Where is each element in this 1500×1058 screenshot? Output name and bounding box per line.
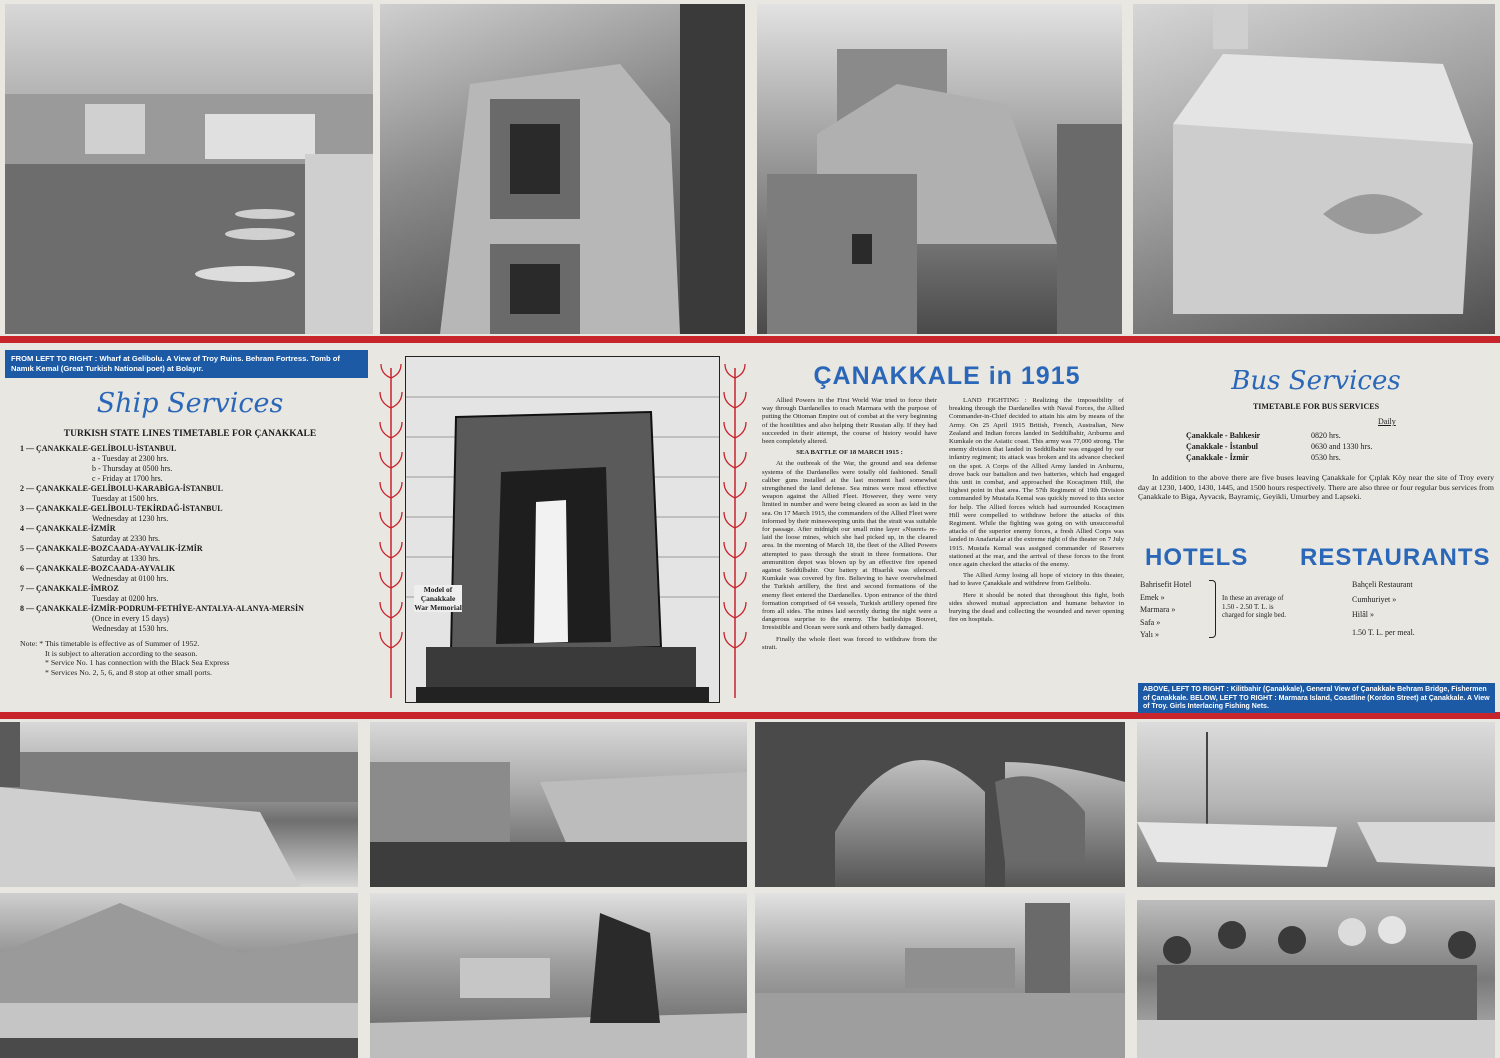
hotel-item: Bahrisefit Hotel xyxy=(1140,580,1192,589)
ship-route-list xyxy=(20,444,360,634)
ship-route-time: b - Thursday at 0500 hrs. xyxy=(92,464,173,473)
bus-route: Çanakkale - İstanbul xyxy=(1186,442,1259,451)
ship-route-name: 2 — ÇANAKKALE-GELİBOLU-KARABİGA-İSTANBUL xyxy=(20,484,223,493)
top-photo-caption xyxy=(5,350,368,378)
hotel-item: Emek » xyxy=(1140,592,1165,602)
tomb-photo xyxy=(1133,4,1495,334)
ship-route-time: Tuesday at 1500 hrs. xyxy=(92,494,159,503)
ship-note-line: It is subject to alteration according to the season. xyxy=(45,648,198,658)
wharf-photo xyxy=(5,4,373,334)
bus-services-subtitle: TIMETABLE FOR BUS SERVICES xyxy=(1252,402,1380,411)
ship-route-time: a - Tuesday at 2300 hrs. xyxy=(92,454,169,463)
bus-note: In addition to the above there are five buses leaving Çanakkale for Çıplak Köy near the site of Troy every day at 1230, 1400, 1430, 1445, and 1500 hours respectively. There are also three or four regular bus services from Çanakkale to Biga, Ayvacık, Bayramiç, Geyikli, Umurbey and Lapseki. xyxy=(1138,473,1494,501)
right-caption-text: ABOVE, LEFT TO RIGHT : Kilitbahir (Çanakkale), General View of Çanakkale Behram Bridge, Fishermen of Çanakkale. BELOW, LEFT TO RIGHT : Marmara Island, Coastline (Kordon Street) at Çanakkale. A View of Troy. Girls Interlacing Fishing Nets. xyxy=(1143,686,1490,710)
ship-note-line: Note: * This timetable is effective as of Summer of 1952. xyxy=(20,639,200,648)
troy-view-photo xyxy=(755,893,1125,1058)
hotel-price-note: In these an average of 1.50 - 2.50 T. L. is charged for single bed. xyxy=(1222,594,1287,619)
bridge-photo xyxy=(755,722,1125,887)
wheat-ornament-left xyxy=(378,358,404,698)
canakkale-view-photo xyxy=(370,722,747,887)
ship-route-name: 8 — ÇANAKKALE-İZMİR-PODRUM-FETHİYE-ANTALYA-ALANYA-MERSİN xyxy=(20,604,304,613)
ship-route-item xyxy=(20,504,360,524)
canakkale-paragraph: The Allied Army losing all hope of victory in this theater, had to leave Çanakkale and withdrew from Gelibolu. xyxy=(949,572,1124,588)
restaurant-item: Cumhuriyet » xyxy=(1352,595,1397,604)
ship-route-name: 6 — ÇANAKKALE-BOZCAADA-AYVALIK xyxy=(20,564,176,573)
restaurants-title: RESTAURANTS xyxy=(1300,544,1491,571)
ship-route-time: (Once in every 15 days) xyxy=(92,614,169,623)
ship-route-item xyxy=(20,524,360,544)
bus-daily-label: Daily xyxy=(1378,417,1396,426)
ship-services-panel xyxy=(20,388,360,703)
ship-route-time: Tuesday at 0200 hrs. xyxy=(92,594,159,603)
canakkale-text-col1 xyxy=(762,397,937,655)
hotel-list xyxy=(1140,579,1215,642)
bus-time: 0820 hrs. xyxy=(1311,431,1341,440)
ship-route-time: Wednesday at 1530 hrs. xyxy=(92,624,169,633)
memorial-label: Model of Çanakkale War Memorial xyxy=(414,585,462,612)
hotel-item: Marmara » xyxy=(1140,605,1176,614)
bus-row xyxy=(1186,441,1494,452)
bus-row xyxy=(1186,452,1494,463)
ship-route-item xyxy=(20,444,360,484)
ship-notes xyxy=(20,639,360,677)
red-divider-bottom xyxy=(0,712,1500,719)
ship-route-time: Wednesday at 0100 hrs. xyxy=(92,574,169,583)
canakkale-paragraph: At the outbreak of the War, the ground and sea defense systems of the Dardanelles were totally old fashioned. Small caliber guns installed at the last moment had somewhat strengthened the land defense. Sea mines were most effective weapon against the Allied Fleet. However, they were very limited in number and were being cleared as soon as laid in the sea. On 17 March 1915, the commanders of the Allied Fleet were informed by their minesweeping units that the strait was suitable for passage. After midnight our small mine layer «Nusret» re-laid the loose mines, which she had picked up, in the cleared area. In the morning of March 18, the fleet of the Allied Powers attempted to pass through the strait in three formations. Our ammunition depot was blown up by an effective fire opened against Seddülbahir. Our battery at Hisarlık was silenced. Kumkale was covered by fire. Believing to have overwhelmed the Turkish artillery, the first and second formations of the enemy fleet entered the Dardanelles. Upon entrance of the third formation comprised of 64 vessels, Turkish artillery opened fire from all sides. The mines laid secretly during the night were a dangerous surprise to the enemy. The battleships Bouvet, Irresistible and Ocean were sunk and others badly damaged. xyxy=(762,460,937,632)
ship-route-name: 4 — ÇANAKKALE-İZMİR xyxy=(20,524,116,533)
canakkale-paragraph: Here it should be noted that throughout this fight, both sides showed mutual appreciation and humane behavior in burying the dead and collecting the wounded and never opening fire on hospitals. xyxy=(949,591,1124,624)
coastline-photo xyxy=(370,893,747,1058)
right-photo-caption xyxy=(1138,683,1495,713)
ship-route-name: 3 — ÇANAKKALE-GELİBOLU-TEKİRDAĞ-İSTANBUL xyxy=(20,504,223,513)
behram-fortress-photo xyxy=(757,4,1122,334)
bus-timetable xyxy=(1186,430,1494,463)
fishermen-photo xyxy=(1137,722,1495,887)
red-divider-top xyxy=(0,336,1500,343)
ship-route-name: 1 — ÇANAKKALE-GELİBOLU-İSTANBUL xyxy=(20,444,177,453)
kilitbahir-photo xyxy=(0,722,358,887)
canakkale-paragraph: SEA BATTLE OF 18 MARCH 1915 : xyxy=(796,449,903,457)
ship-note-line: * Services No. 2, 5, 6, and 8 stop at other small ports. xyxy=(45,667,212,677)
marmara-island-photo xyxy=(0,893,358,1058)
hotels-title: HOTELS xyxy=(1145,544,1249,571)
ship-route-time: Wednesday at 1230 hrs. xyxy=(92,514,169,523)
ship-route-name: 7 — ÇANAKKALE-İMROZ xyxy=(20,584,119,593)
top-caption-text: FROM LEFT TO RIGHT : Wharf at Gelibolu. A View of Troy Ruins. Behram Fortress. Tomb of Namık Kemal (Great Turkish National poet) at Bolayır. xyxy=(11,354,340,373)
ship-route-time: Saturday at 1330 hrs. xyxy=(92,554,160,563)
ship-route-time: Saturday at 2330 hrs. xyxy=(92,534,160,543)
restaurant-list xyxy=(1352,577,1472,622)
ship-route-name: 5 — ÇANAKKALE-BOZCAADA-AYVALIK-İZMİR xyxy=(20,544,203,553)
hotel-bracket xyxy=(1209,580,1216,638)
ship-route-item xyxy=(20,584,360,604)
canakkale-1915-panel xyxy=(762,362,1132,702)
girls-nets-photo xyxy=(1137,900,1495,1058)
bus-time: 0530 hrs. xyxy=(1311,453,1341,462)
war-memorial-illustration xyxy=(405,356,720,703)
bus-route: Çanakkale - Balıkesir xyxy=(1186,431,1261,440)
wheat-ornament-right xyxy=(722,358,748,698)
canakkale-text-col2 xyxy=(949,397,1124,655)
ship-services-title: Ship Services xyxy=(96,388,284,419)
restaurant-item: Hilâl » xyxy=(1352,610,1374,619)
hotel-item: Safa » xyxy=(1140,617,1161,627)
restaurant-price: 1.50 T. L. per meal. xyxy=(1352,628,1415,637)
bus-time: 0630 and 1330 hrs. xyxy=(1311,442,1373,451)
bus-row xyxy=(1186,430,1494,441)
restaurant-item: Bahçeli Restaurant xyxy=(1352,580,1413,589)
troy-ruins-photo xyxy=(380,4,745,334)
canakkale-paragraph: Allied Powers in the First World War tried to force their way through Dardanelles to reach Marmara with the purpose of putting the Ottoman Empire out of combat at the very beginning of the hostilities and also helping their Russian ally. If they had succeeded in their attempt, the course of history would have been completely altered. xyxy=(762,397,937,446)
canakkale-paragraph: LAND FIGHTING : Realizing the impossibility of breaking through the Dardanelles with Naval Forces, the Allied Commander-in-Chief decided to attain his aim by means of the Army. On 25 April 1915 British, French, Australian, New Zealand and Indian forces landed in Seddülbahir, Arıburnu and Kumkale on the Asiatic coast. This army was 77,000 strong. The enemy division that landed in Seddülbahir was engaged by our infantry regiment; its attack was broken and its advance checked on the spot. A Corps of the Allied Army landed in Arıburnu, drove back our battalion and two batteries, which had engaged this unit in combat, and approached the Kocaçimen Hill, the highest point in that area. The 57th Regiment of 19th Division commanded by Mustafa Kemal was quickly moved to this sector for help. The Allied forces which had surrounded Kocaçimen Hill were compelled to withdraw before the attacks of this Regiment. While the fighting was going on with unsuccessful attacks of the superior enemy forces, a fresh Allied Corps was landed in Anafartalar at the extreme right of the theater on 7 July 1915. Mustafa Kemal was assigned commander of Reserves stationed at the rear, and the arrival of these forces to the front once again checked the attacks of the enemy. xyxy=(949,397,1124,569)
ship-services-subtitle: TURKISH STATE LINES TIMETABLE FOR ÇANAKKALE xyxy=(63,429,317,439)
bus-route: Çanakkale - İzmir xyxy=(1186,453,1249,462)
ship-route-item xyxy=(20,484,360,504)
canakkale-1915-title: ÇANAKKALE in 1915 xyxy=(813,362,1081,390)
bus-services-panel xyxy=(1138,366,1494,526)
ship-route-item xyxy=(20,604,360,634)
ship-route-time: c - Friday at 1700 hrs. xyxy=(92,474,163,483)
ship-route-item xyxy=(20,564,360,584)
hotel-item: Yalı » xyxy=(1140,630,1159,639)
bus-services-title: Bus Services xyxy=(1231,366,1401,396)
ship-route-item xyxy=(20,544,360,564)
canakkale-paragraph: Finally the whole fleet was forced to withdraw from the strait. xyxy=(762,635,937,651)
ship-note-line: * Service No. 1 has connection with the Black Sea Express xyxy=(45,658,230,667)
